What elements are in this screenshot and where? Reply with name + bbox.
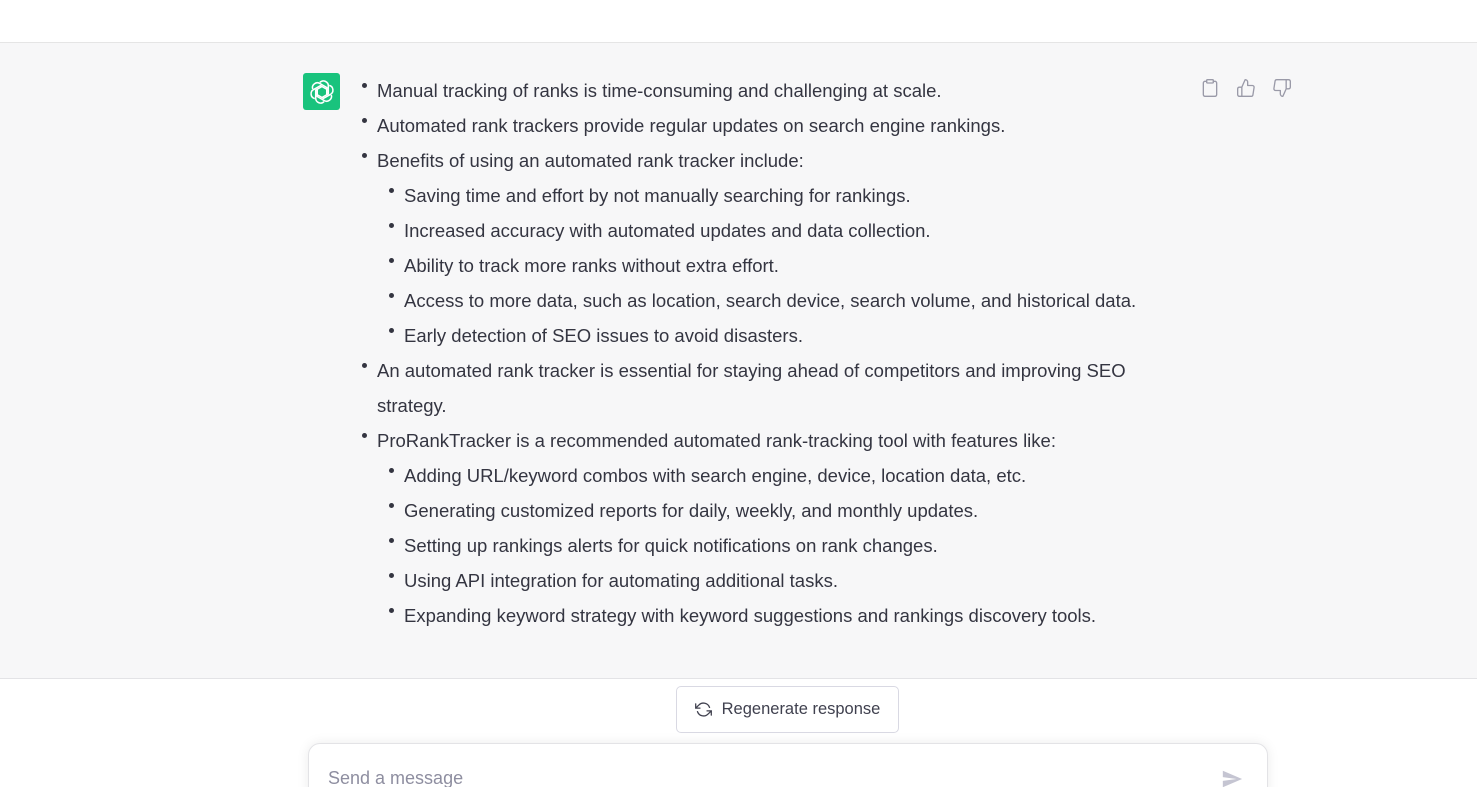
sub-list-item	[387, 318, 1200, 353]
sub-list-item	[387, 458, 1200, 493]
sub-list-item-text: Setting up rankings alerts for quick notifications on rank changes.	[404, 535, 938, 556]
sub-list-item-text: Saving time and effort by not manually searching for rankings.	[404, 185, 911, 206]
sub-list-item-text: Adding URL/keyword combos with search engine, device, location data, etc.	[404, 465, 1027, 486]
sub-list-item	[387, 213, 1200, 248]
sub-list-item-text: Access to more data, such as location, search device, search volume, and historical data.	[404, 290, 1137, 311]
sub-list-item	[387, 493, 1200, 528]
sub-list-item	[387, 598, 1200, 633]
response-list	[360, 73, 1200, 633]
top-bar	[0, 0, 1477, 43]
response-content	[360, 73, 1200, 633]
copy-button[interactable]	[1199, 77, 1220, 99]
thumbs-up-icon	[1236, 78, 1256, 98]
sub-list-item-text: Using API integration for automating additional tasks.	[404, 570, 838, 591]
sub-list	[387, 458, 1200, 633]
list-item-text: Manual tracking of ranks is time-consuming and challenging at scale.	[377, 80, 942, 101]
list-item	[360, 353, 1200, 423]
list-item	[360, 73, 1200, 108]
list-item-text: Benefits of using an automated rank tracker include:	[377, 150, 804, 171]
thumbs-down-icon	[1272, 78, 1292, 98]
list-item-text: ProRankTracker is a recommended automated rank-tracking tool with features like:	[377, 430, 1056, 451]
sub-list-item-text: Early detection of SEO issues to avoid disasters.	[404, 325, 803, 346]
message-input[interactable]	[328, 768, 1198, 787]
message-composer	[308, 743, 1268, 787]
sub-list-item-text: Expanding keyword strategy with keyword suggestions and rankings discovery tools.	[404, 605, 1097, 626]
list-item	[360, 108, 1200, 143]
like-button[interactable]	[1235, 77, 1256, 99]
regenerate-label: Regenerate response	[721, 700, 881, 718]
sub-list	[387, 178, 1200, 353]
sub-list-item	[387, 528, 1200, 563]
regenerate-button[interactable]	[676, 686, 899, 733]
list-item-text: An automated rank tracker is essential for staying ahead of competitors and improving SEO strategy.	[377, 360, 1126, 416]
list-item-text: Automated rank trackers provide regular updates on search engine rankings.	[377, 115, 1006, 136]
sub-list-item-text: Increased accuracy with automated updates and data collection.	[404, 220, 931, 241]
openai-logo-icon	[308, 78, 336, 106]
sub-list-item	[387, 248, 1200, 283]
sub-list-item	[387, 178, 1200, 213]
list-item	[360, 423, 1200, 633]
dislike-button[interactable]	[1271, 77, 1292, 99]
send-button[interactable]	[1221, 768, 1245, 787]
sub-list-item-text: Generating customized reports for daily, weekly, and monthly updates.	[404, 500, 979, 521]
send-icon	[1221, 768, 1243, 787]
refresh-icon	[695, 701, 712, 718]
assistant-avatar	[303, 73, 340, 110]
clipboard-icon	[1200, 78, 1220, 98]
sub-list-item	[387, 563, 1200, 598]
sub-list-item-text: Ability to track more ranks without extra effort.	[404, 255, 779, 276]
list-item	[360, 143, 1200, 353]
sub-list-item	[387, 283, 1200, 318]
message-actions	[1199, 77, 1292, 99]
